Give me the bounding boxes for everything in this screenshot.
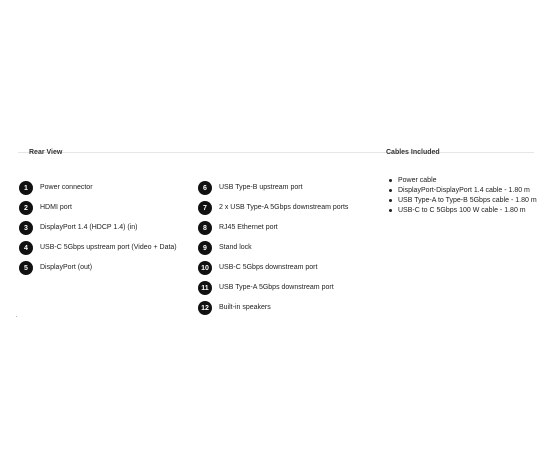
cable-item [389,185,537,195]
cable-item [389,175,537,185]
cable-label: USB-C to C 5Gbps 100 W cable - 1.80 m [398,206,526,214]
port-item [19,198,177,218]
port-label: USB Type-A 5Gbps downstream port [219,284,334,291]
port-item [198,198,348,218]
port-list-right [198,178,348,318]
port-item [19,238,177,258]
port-item [198,278,348,298]
cables-list [389,175,537,215]
port-number-badge: 10 [198,261,212,275]
port-label: Stand lock [219,244,252,251]
port-number-badge: 2 [19,201,33,215]
cable-label: DisplayPort-DisplayPort 1.4 cable - 1.80 m [398,186,530,194]
port-number-badge: 6 [198,181,212,195]
port-number-badge: 4 [19,241,33,255]
port-item [19,218,177,238]
port-number-badge: 11 [198,281,212,295]
port-label: DisplayPort (out) [40,264,93,271]
port-item [198,238,348,258]
cables-included-heading: Cables Included [386,149,440,156]
port-label: USB Type-B upstream port [219,184,303,191]
bullet-icon [389,199,392,202]
cable-item [389,195,537,205]
port-label: Built-in speakers [219,304,271,311]
port-label: USB-C 5Gbps upstream port (Video + Data) [40,244,177,251]
port-label: USB-C 5Gbps downstream port [219,264,318,271]
port-number-badge: 12 [198,301,212,315]
port-item [19,258,177,278]
port-label: 2 x USB Type-A 5Gbps downstream ports [219,204,349,211]
cable-item [389,205,537,215]
port-label: Power connector [40,184,93,191]
port-number-badge: 9 [198,241,212,255]
port-number-badge: 5 [19,261,33,275]
cable-label: Power cable [398,176,437,184]
port-label: RJ45 Ethernet port [219,224,278,231]
bullet-icon [389,179,392,182]
section-divider [18,152,534,153]
port-number-badge: 3 [19,221,33,235]
port-label: HDMI port [40,204,72,211]
bullet-icon [389,209,392,212]
port-item [19,178,177,198]
port-item [198,218,348,238]
port-item [198,178,348,198]
port-number-badge: 7 [198,201,212,215]
stray-dot [16,316,17,317]
port-item [198,298,348,318]
cable-label: USB Type-A to Type-B 5Gbps cable - 1.80 m [398,196,537,204]
bullet-icon [389,189,392,192]
port-list-left [19,178,177,278]
port-number-badge: 1 [19,181,33,195]
rear-view-heading: Rear View [29,149,63,156]
port-label: DisplayPort 1.4 (HDCP 1.4) (in) [40,224,138,231]
port-number-badge: 8 [198,221,212,235]
port-item [198,258,348,278]
